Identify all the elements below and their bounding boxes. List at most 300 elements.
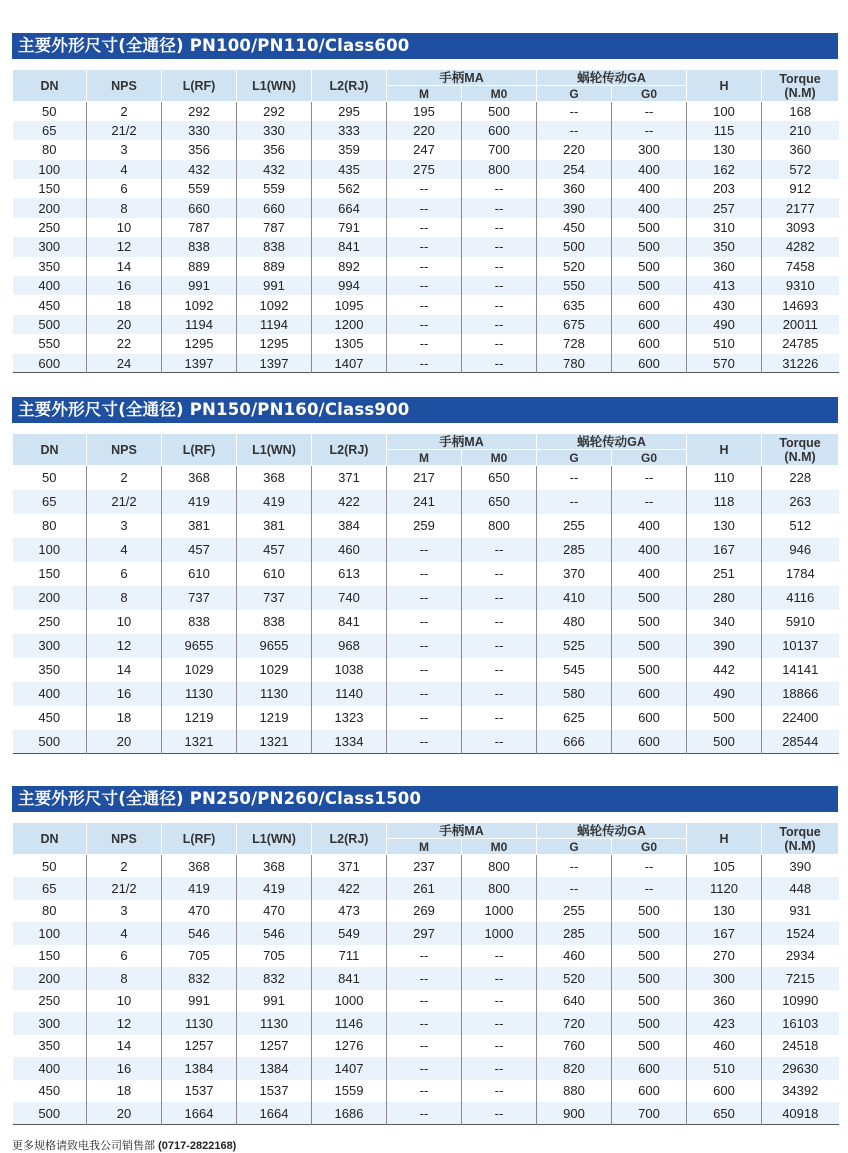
cell-gear-g0: 600 <box>612 315 687 334</box>
cell-handle-m: -- <box>387 1057 462 1080</box>
cell-l1-wn: 1664 <box>237 1102 312 1125</box>
cell-handle-m0: -- <box>462 990 537 1013</box>
cell-dn: 500 <box>13 730 87 754</box>
cell-nps: 14 <box>87 1035 162 1058</box>
cell-l1-wn: 838 <box>237 237 312 256</box>
cell-l1-wn: 419 <box>237 877 312 900</box>
cell-handle-m: -- <box>387 218 462 237</box>
cell-dn: 200 <box>13 967 87 990</box>
cell-dn: 400 <box>13 1057 87 1080</box>
cell-dn: 500 <box>13 315 87 334</box>
cell-torque: 16103 <box>762 1012 839 1035</box>
cell-l2-rj: 422 <box>312 490 387 514</box>
cell-dn: 50 <box>42 103 57 119</box>
cell-nps: 2 <box>87 466 162 490</box>
cell-l2-rj: 295 <box>312 102 387 121</box>
cell-l-rf: 470 <box>162 900 237 923</box>
cell-l1-wn: 991 <box>237 990 312 1013</box>
cell-handle-m0: -- <box>462 257 537 276</box>
cell-nps: 6 <box>87 945 162 968</box>
cell-nps: 12 <box>87 237 162 256</box>
table-row <box>13 1057 839 1080</box>
cell-l1-wn: 660 <box>237 198 312 217</box>
cell-nps: 20 <box>87 730 162 754</box>
table-row <box>13 1035 839 1058</box>
cell-gear-g0: 600 <box>612 1080 687 1103</box>
cell-gear-g: -- <box>537 855 612 878</box>
table-row <box>13 490 839 514</box>
table-row <box>13 706 839 730</box>
cell-handle-m0: -- <box>462 658 537 682</box>
cell-nps: 21/2 <box>87 490 162 514</box>
cell-torque: 448 <box>762 877 839 900</box>
cell-l2-rj: 371 <box>312 466 387 490</box>
cell-gear-g0: 600 <box>612 295 687 314</box>
cell-l1-wn: 292 <box>237 102 312 121</box>
cell-h: 360 <box>687 257 762 276</box>
cell-gear-g: 480 <box>537 610 612 634</box>
header-l2-rj: L2(RJ) <box>312 434 387 466</box>
cell-l2-rj: 1095 <box>312 295 387 314</box>
cell-l2-rj: 549 <box>312 922 387 945</box>
cell-l-rf: 419 <box>162 877 237 900</box>
cell-l1-wn: 1092 <box>237 295 312 314</box>
cell-l-rf: 9655 <box>162 634 237 658</box>
cell-gear-g: 720 <box>537 1012 612 1035</box>
header-torque <box>762 434 839 466</box>
cell-handle-m: -- <box>387 1012 462 1035</box>
cell-torque: 34392 <box>762 1080 839 1103</box>
cell-l1-wn: 457 <box>237 538 312 562</box>
table-row <box>13 682 839 706</box>
cell-l2-rj: 333 <box>312 121 387 140</box>
cell-gear-g: 255 <box>537 514 612 538</box>
cell-nps: 16 <box>87 1057 162 1080</box>
table-row <box>13 945 839 968</box>
cell-torque: 28544 <box>762 730 839 754</box>
cell-gear-g0: 500 <box>612 945 687 968</box>
cell-handle-m: 297 <box>387 922 462 945</box>
cell-dn: 600 <box>13 354 87 373</box>
cell-handle-m: -- <box>387 682 462 706</box>
cell-l1-wn: 1397 <box>237 354 312 373</box>
footer-phone: (0717-2822168) <box>158 1140 237 1152</box>
cell-h: 390 <box>687 634 762 658</box>
header-g: G <box>537 86 612 102</box>
cell-handle-m: -- <box>387 634 462 658</box>
cell-gear-g0: 600 <box>612 1057 687 1080</box>
header-nps: NPS <box>87 70 162 102</box>
cell-torque: 2934 <box>762 945 839 968</box>
footer-text: 更多规格请致电我公司销售部 <box>12 1140 159 1152</box>
cell-nps: 18 <box>87 1080 162 1103</box>
cell-l2-rj: 791 <box>312 218 387 237</box>
cell-gear-g: 390 <box>537 198 612 217</box>
cell-l-rf: 1295 <box>162 334 237 353</box>
cell-h: 460 <box>687 1035 762 1058</box>
cell-handle-m0: 650 <box>462 466 537 490</box>
cell-nps: 6 <box>87 179 162 198</box>
cell-l-rf: 559 <box>162 179 237 198</box>
cell-nps: 18 <box>87 706 162 730</box>
cell-l2-rj: 1305 <box>312 334 387 353</box>
cell-l-rf: 787 <box>162 218 237 237</box>
cell-gear-g0: 600 <box>612 706 687 730</box>
cell-torque: 31226 <box>762 354 839 373</box>
cell-l2-rj: 1146 <box>312 1012 387 1035</box>
cell-gear-g: 760 <box>537 1035 612 1058</box>
cell-l-rf: 381 <box>162 514 237 538</box>
cell-handle-m0: -- <box>462 1035 537 1058</box>
table-row <box>13 538 839 562</box>
cell-handle-m0: 800 <box>462 877 537 900</box>
cell-handle-m: 259 <box>387 514 462 538</box>
cell-gear-g0: 400 <box>612 198 687 217</box>
cell-dn: 100 <box>13 538 87 562</box>
cell-torque: 4116 <box>762 586 839 610</box>
cell-nps: 14 <box>87 658 162 682</box>
cell-handle-m: -- <box>387 257 462 276</box>
cell-torque: 1524 <box>762 922 839 945</box>
cell-torque: 22400 <box>762 706 839 730</box>
cell-handle-m0: -- <box>462 706 537 730</box>
cell-h: 340 <box>687 610 762 634</box>
cell-torque: 10137 <box>762 634 839 658</box>
cell-l-rf: 1219 <box>162 706 237 730</box>
cell-l2-rj: 1407 <box>312 1057 387 1080</box>
table-row <box>13 257 839 276</box>
table-row <box>13 922 839 945</box>
cell-l2-rj: 384 <box>312 514 387 538</box>
header-h: H <box>687 823 762 855</box>
cell-handle-m: -- <box>387 658 462 682</box>
cell-l2-rj: 435 <box>312 160 387 179</box>
table-row <box>13 102 839 121</box>
cell-l-rf: 356 <box>162 140 237 159</box>
cell-gear-g: 255 <box>537 900 612 923</box>
cell-h: 162 <box>687 160 762 179</box>
table-row <box>13 1102 839 1125</box>
cell-l-rf: 292 <box>162 102 237 121</box>
spec-section-class600 <box>12 33 838 373</box>
cell-dn: 300 <box>13 1012 87 1035</box>
cell-l-rf: 457 <box>162 538 237 562</box>
cell-l-rf: 991 <box>162 990 237 1013</box>
header-gear-ga: 蜗轮传动GA <box>537 434 687 450</box>
header-handle-ma: 手柄MA <box>387 70 537 86</box>
cell-handle-m: 195 <box>387 102 462 121</box>
cell-dn: 200 <box>13 586 87 610</box>
cell-dn: 65 <box>13 121 87 140</box>
cell-l2-rj: 473 <box>312 900 387 923</box>
cell-gear-g0: 500 <box>612 1012 687 1035</box>
cell-handle-m: 275 <box>387 160 462 179</box>
cell-l2-rj: 841 <box>312 967 387 990</box>
cell-handle-m0: -- <box>462 295 537 314</box>
cell-h: 360 <box>687 990 762 1013</box>
table-row <box>13 967 839 990</box>
cell-gear-g0: -- <box>612 877 687 900</box>
cell-handle-m: 220 <box>387 121 462 140</box>
cell-nps: 8 <box>87 586 162 610</box>
cell-handle-m0: 500 <box>462 102 537 121</box>
cell-handle-m0: -- <box>462 562 537 586</box>
header-handle-ma: 手柄MA <box>387 434 537 450</box>
cell-handle-m: 269 <box>387 900 462 923</box>
cell-dn: 450 <box>38 1083 61 1099</box>
cell-gear-g0: 400 <box>612 160 687 179</box>
cell-nps: 10 <box>87 218 162 237</box>
cell-torque: 40918 <box>762 1102 839 1125</box>
table-row <box>13 198 839 217</box>
cell-l-rf: 1321 <box>162 730 237 754</box>
section-title: 主要外形尺寸(全通径) PN100/PN110/Class600 <box>12 33 838 59</box>
header-dn: DN <box>13 70 87 102</box>
cell-l-rf: 1257 <box>162 1035 237 1058</box>
cell-gear-g: -- <box>537 121 612 140</box>
table-row <box>13 295 839 314</box>
cell-l2-rj: 1276 <box>312 1035 387 1058</box>
cell-l-rf: 838 <box>162 237 237 256</box>
cell-dn: 80 <box>42 518 57 533</box>
cell-dn: 450 <box>38 710 61 725</box>
cell-handle-m: 217 <box>387 466 462 490</box>
cell-torque: 14693 <box>762 295 839 314</box>
cell-h: 257 <box>687 198 762 217</box>
header-m: M <box>387 86 462 102</box>
cell-l1-wn: 368 <box>237 466 312 490</box>
cell-l-rf: 1664 <box>162 1102 237 1125</box>
cell-torque: 2177 <box>762 198 839 217</box>
cell-handle-m0: -- <box>462 538 537 562</box>
cell-l2-rj: 1559 <box>312 1080 387 1103</box>
cell-dn: 50 <box>42 470 57 486</box>
spec-table <box>12 69 839 373</box>
cell-l2-rj: 1140 <box>312 682 387 706</box>
cell-handle-m: 241 <box>387 490 462 514</box>
cell-handle-m0: 600 <box>462 121 537 140</box>
cell-h: 600 <box>687 1080 762 1103</box>
cell-handle-m0: 1000 <box>462 900 537 923</box>
cell-h: 167 <box>687 538 762 562</box>
cell-gear-g0: 600 <box>612 682 687 706</box>
cell-nps: 3 <box>87 140 162 159</box>
cell-l2-rj: 664 <box>312 198 387 217</box>
cell-nps: 2 <box>87 855 162 878</box>
cell-torque: 210 <box>762 121 839 140</box>
cell-handle-m: -- <box>387 945 462 968</box>
cell-l1-wn: 546 <box>237 922 312 945</box>
cell-gear-g0: 600 <box>612 354 687 373</box>
cell-handle-m0: -- <box>462 179 537 198</box>
cell-l1-wn: 1194 <box>237 315 312 334</box>
cell-h: 650 <box>687 1102 762 1125</box>
cell-l1-wn: 1130 <box>237 682 312 706</box>
cell-nps: 14 <box>87 257 162 276</box>
header-g0: G0 <box>612 839 687 855</box>
cell-torque: 4282 <box>762 237 839 256</box>
cell-gear-g: 580 <box>537 682 612 706</box>
cell-h: 430 <box>687 295 762 314</box>
cell-gear-g0: 500 <box>612 990 687 1013</box>
header-m0: M0 <box>462 839 537 855</box>
header-m0: M0 <box>462 450 537 466</box>
header-g0: G0 <box>612 450 687 466</box>
cell-nps: 20 <box>87 1102 162 1125</box>
cell-handle-m0: -- <box>462 198 537 217</box>
header-g0: G0 <box>612 86 687 102</box>
cell-torque: 1784 <box>762 562 839 586</box>
cell-l1-wn: 1130 <box>237 1012 312 1035</box>
cell-dn: 250 <box>38 220 61 236</box>
cell-l2-rj: 562 <box>312 179 387 198</box>
cell-nps: 4 <box>87 922 162 945</box>
cell-l-rf: 1194 <box>162 315 237 334</box>
cell-l-rf: 1384 <box>162 1057 237 1080</box>
cell-h: 300 <box>687 967 762 990</box>
cell-l1-wn: 1295 <box>237 334 312 353</box>
cell-torque: 24785 <box>762 334 839 353</box>
cell-handle-m0: -- <box>462 682 537 706</box>
cell-gear-g: 410 <box>537 586 612 610</box>
header-gear-ga: 蜗轮传动GA <box>537 70 687 86</box>
cell-l1-wn: 705 <box>237 945 312 968</box>
cell-handle-m0: -- <box>462 334 537 353</box>
cell-dn: 150 <box>38 948 61 964</box>
cell-l-rf: 1130 <box>162 1012 237 1035</box>
cell-nps: 10 <box>87 610 162 634</box>
cell-l-rf: 832 <box>162 967 237 990</box>
header-torque-unit: (N.M) <box>784 449 816 464</box>
cell-l-rf: 889 <box>162 257 237 276</box>
cell-gear-g0: 500 <box>612 900 687 923</box>
cell-h: 442 <box>687 658 762 682</box>
cell-gear-g: 550 <box>537 276 612 295</box>
header-h: H <box>687 434 762 466</box>
cell-gear-g0: 500 <box>612 1035 687 1058</box>
cell-l2-rj: 422 <box>312 877 387 900</box>
cell-l1-wn: 356 <box>237 140 312 159</box>
cell-torque: 263 <box>762 490 839 514</box>
cell-gear-g0: 500 <box>612 658 687 682</box>
table-row <box>13 140 839 159</box>
cell-l-rf: 368 <box>162 855 237 878</box>
cell-l2-rj: 711 <box>312 945 387 968</box>
cell-dn: 100 <box>13 922 87 945</box>
cell-handle-m: -- <box>387 1035 462 1058</box>
cell-handle-m: -- <box>387 315 462 334</box>
cell-l1-wn: 368 <box>237 855 312 878</box>
table-row <box>13 610 839 634</box>
cell-nps: 4 <box>87 160 162 179</box>
cell-gear-g: 460 <box>537 945 612 968</box>
spec-section-class900 <box>12 397 838 754</box>
cell-l1-wn: 991 <box>237 276 312 295</box>
cell-gear-g0: 500 <box>612 276 687 295</box>
table-row <box>13 218 839 237</box>
table-row <box>13 160 839 179</box>
header-dn: DN <box>13 823 87 855</box>
cell-gear-g: 520 <box>537 257 612 276</box>
cell-l2-rj: 613 <box>312 562 387 586</box>
cell-l1-wn: 889 <box>237 257 312 276</box>
cell-l2-rj: 740 <box>312 586 387 610</box>
cell-gear-g: 625 <box>537 706 612 730</box>
cell-gear-g: -- <box>537 877 612 900</box>
cell-l2-rj: 1200 <box>312 315 387 334</box>
spec-table <box>12 822 839 1125</box>
cell-l1-wn: 1029 <box>237 658 312 682</box>
cell-h: 1120 <box>687 877 762 900</box>
cell-torque: 29630 <box>762 1057 839 1080</box>
spec-table <box>12 433 839 754</box>
cell-handle-m0: 800 <box>462 855 537 878</box>
cell-l-rf: 991 <box>162 276 237 295</box>
cell-handle-m0: 800 <box>462 160 537 179</box>
cell-handle-m: -- <box>387 354 462 373</box>
cell-gear-g0: 500 <box>612 967 687 990</box>
cell-gear-g0: 300 <box>612 140 687 159</box>
table-row <box>13 900 839 923</box>
cell-handle-m: -- <box>387 610 462 634</box>
cell-nps: 12 <box>87 634 162 658</box>
header-nps: NPS <box>87 434 162 466</box>
cell-dn: 150 <box>38 566 61 581</box>
cell-gear-g: 450 <box>537 218 612 237</box>
cell-gear-g: 545 <box>537 658 612 682</box>
cell-dn: 350 <box>38 1038 61 1054</box>
cell-gear-g: 285 <box>537 922 612 945</box>
cell-handle-m: -- <box>387 586 462 610</box>
cell-gear-g: -- <box>537 490 612 514</box>
header-l1-wn: L1(WN) <box>237 70 312 102</box>
cell-h: 500 <box>687 730 762 754</box>
cell-handle-m0: -- <box>462 1102 537 1125</box>
cell-h: 510 <box>687 1057 762 1080</box>
cell-gear-g0: 600 <box>612 730 687 754</box>
cell-handle-m0: -- <box>462 967 537 990</box>
cell-gear-g: 728 <box>537 334 612 353</box>
cell-l1-wn: 610 <box>237 562 312 586</box>
table-row <box>13 121 839 140</box>
cell-l1-wn: 330 <box>237 121 312 140</box>
header-torque-label: Torque <box>779 824 821 839</box>
cell-l2-rj: 841 <box>312 610 387 634</box>
cell-torque: 931 <box>762 900 839 923</box>
cell-l1-wn: 9655 <box>237 634 312 658</box>
cell-gear-g: 254 <box>537 160 612 179</box>
cell-handle-m0: 800 <box>462 514 537 538</box>
cell-gear-g0: 500 <box>612 922 687 945</box>
cell-l2-rj: 371 <box>312 855 387 878</box>
cell-gear-g: 666 <box>537 730 612 754</box>
cell-gear-g: 500 <box>537 237 612 256</box>
cell-h: 350 <box>687 237 762 256</box>
cell-l2-rj: 892 <box>312 257 387 276</box>
cell-nps: 4 <box>87 538 162 562</box>
table-row <box>13 354 839 373</box>
cell-torque: 572 <box>762 160 839 179</box>
cell-gear-g0: 500 <box>612 586 687 610</box>
cell-nps: 22 <box>87 334 162 353</box>
cell-handle-m: 261 <box>387 877 462 900</box>
cell-dn: 80 <box>42 903 57 919</box>
cell-l1-wn: 737 <box>237 586 312 610</box>
cell-l-rf: 368 <box>162 466 237 490</box>
cell-l-rf: 838 <box>162 610 237 634</box>
header-g: G <box>537 450 612 466</box>
cell-handle-m: -- <box>387 198 462 217</box>
